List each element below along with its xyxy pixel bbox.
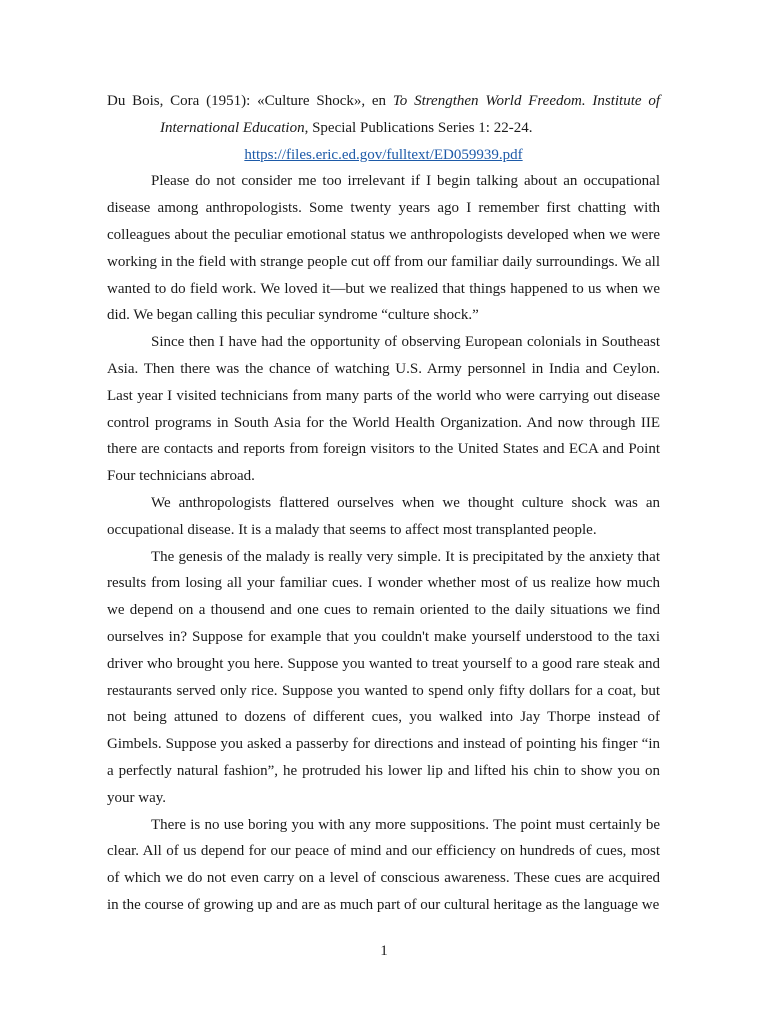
citation-url-link[interactable]: https://files.eric.ed.gov/fulltext/ED059939.pdf (244, 146, 523, 163)
citation-title: To Strengthen World Freedom. Institute of International Education (160, 93, 660, 136)
body-paragraph-1: Please do not consider me too irrelevant if I begin talking about an occupational disease among anthropologists. Some twenty years ago I remember first chatting with colleagues about the peculiar emotional status we anthropologists developed when we were working in the field with strange people cut off from our familiar daily surroundings. We all wanted to do field work. We loved it—but we realized that things happened to us when we did. We began calling this peculiar syndrome “culture shock.” (107, 173, 660, 324)
citation-publication-details: , Special Publications Series 1: 22-24. (304, 119, 533, 136)
body-paragraph-2: Since then I have had the opportunity of observing European colonials in Southeast Asia. Then there was the chance of watching U.S. Army personnel in India and Ceylon. Last year I visited technicians from many parts of the world who were carrying out disease control programs in South Asia for the World Health Organization. And now through IIE there are contacts and reports from foreign visitors to the United States and ECA and Point Four technicians abroad. (107, 334, 660, 485)
page-number: 1 (380, 943, 388, 959)
document-page (107, 88, 660, 919)
citation (107, 88, 660, 142)
body-paragraph-4: The genesis of the malady is really very simple. It is precipitated by the anxiety that results from losing all your familiar cues. I wonder whether most of us realize how much we depend on a thousend and one cues to remain oriented to the daily situations we find ourselves in? Suppose for example that you couldn't make yourself understood to the taxi driver who brought you here. Suppose you wanted to treat yourself to a good rare steak and restaurants served only rice. Suppose you wanted to spend only fifty dollars for a coat, but not being attuned to dozens of different cues, you walked into Jay Thorpe instead of Gimbels. Suppose you asked a passerby for directions and instead of pointing his finger “in a perfectly natural fashion”, he protruded his lower lip and lifted his chin to show you on your way. (107, 548, 660, 806)
body-paragraph-3: We anthropologists flattered ourselves when we thought culture shock was an occupational disease. It is a malady that seems to affect most transplanted people. (107, 494, 660, 538)
citation-author-year: Du Bois, Cora (1951): «Culture Shock», en (107, 93, 393, 109)
citation-link-line (107, 142, 660, 169)
body-paragraph-5: There is no use boring you with any more suppositions. The point must certainly be clear. All of us depend for our peace of mind and our efficiency on hundreds of cues, most of which we do not even carry on a level of conscious awareness. These cues are acquired in the course of growing up and are as much part of our cultural heritage as the language we (107, 816, 660, 913)
